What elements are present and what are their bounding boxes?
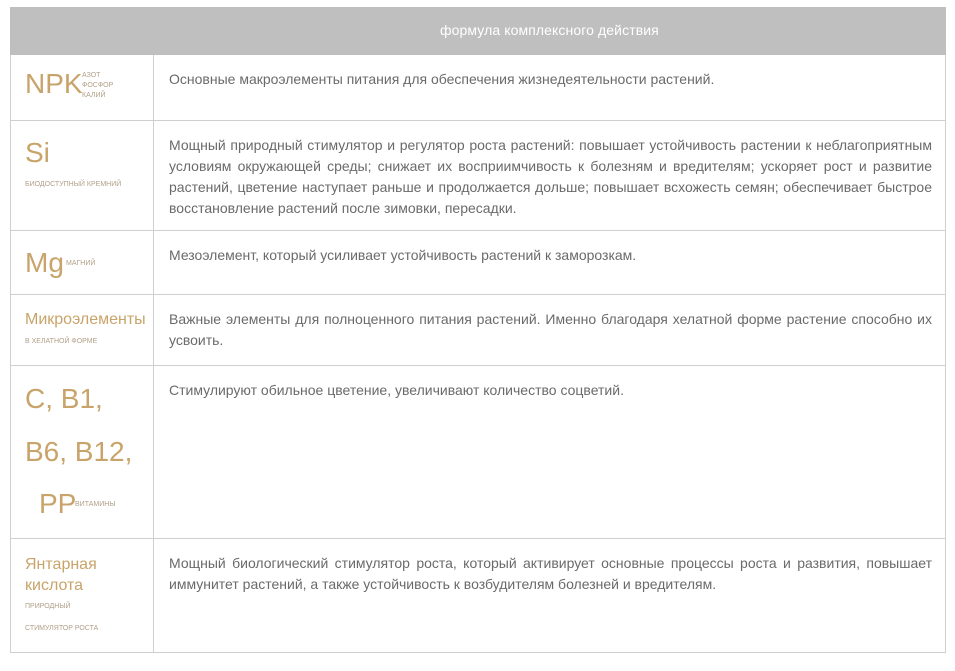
subtitle-line: ФОСФОР [82,82,114,89]
element-cell [11,539,154,652]
element-cell [11,366,154,538]
table-row [10,295,946,366]
element-symbol: NPK [25,68,83,99]
description-cell: Мезоэлемент, который усиливает устойчивость растений к заморозкам. [169,247,637,263]
table-row [10,231,946,295]
element-cell [11,121,154,230]
element-subtitle: В ХЕЛАТНОЙ ФОРМЕ [25,338,98,345]
element-title: Микроэлементы [25,311,146,328]
title-line: Янтарная [25,556,97,573]
vitamin-line: PP [39,488,77,519]
table-header [10,7,946,55]
element-subtitle: МАГНИЙ [66,260,96,267]
element-cell [11,231,154,294]
vitamin-line: C, B1, [25,383,103,414]
formula-table [10,7,946,653]
element-cell [11,295,154,365]
element-subtitle: ПРИРОДНЫЙ [25,603,71,610]
header-title: формула комплексного действия [440,22,659,38]
description-cell: Мощный биологический стимулятор роста, который активирует основные процессы роста и развития, повышает иммунитет растений, а также устойчивость к возбудителям болезней и вредителям. [169,555,932,592]
description-cell: Важные элементы для полноценного питания растений. Именно благодаря хелатной форме растение способно их усвоить. [169,311,932,348]
table-row [10,121,946,231]
subtitle-line: КАЛИЙ [82,92,106,99]
element-cell [11,55,154,120]
element-symbol: Mg [25,247,64,278]
table-row [10,539,946,653]
element-symbol: Si [25,137,50,168]
description-cell: Мощный природный стимулятор и регулятор роста растений: повышает устойчивость растении к неблагоприятным условиям окружающей среды; снижает их восприимчивость к болезням и вредителям; ускоряет рост и развитие растений, цветение наступает раньше и продолжается дольше; повышает всхожесть семян; обеспечивает быстрое восстановление растений после зимовки, пересадки. [169,137,932,216]
element-subtitle [82,71,113,101]
element-title [25,554,97,596]
table-row [10,55,946,121]
element-subtitle: ВИТАМИНЫ [75,501,116,508]
vitamin-line: B6, B12, [25,436,133,467]
table-row [10,366,946,539]
description-cell: Основные макроэлементы питания для обеспечения жизнедеятельности растений. [169,71,715,87]
description-cell: Стимулируют обильное цветение, увеличивают количество соцветий. [169,382,624,398]
subtitle-line: АЗОТ [82,72,101,79]
title-line: кислота [25,577,84,594]
element-subtitle: СТИМУЛЯТОР РОСТА [25,625,99,632]
element-subtitle: БИОДОСТУПНЫЙ КРЕМНИЙ [25,181,122,188]
